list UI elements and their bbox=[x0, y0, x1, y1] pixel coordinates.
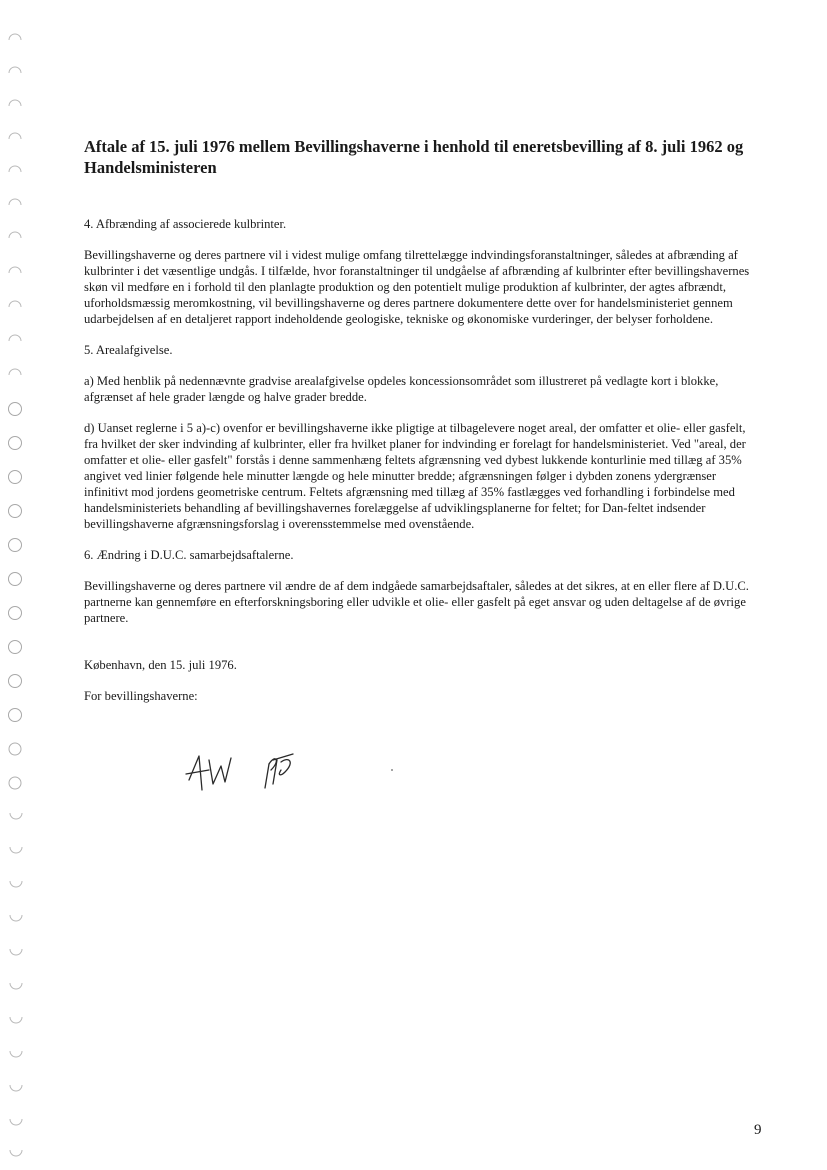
document-body bbox=[84, 136, 756, 719]
signatory-label: For bevillingshaverne: bbox=[84, 689, 198, 703]
section-5-heading: 5. Arealafgivelse. bbox=[84, 343, 173, 357]
section-6-paragraph: Bevillingshaverne og deres partnere vil ændre de af dem indgåede samarbejdsaftaler, således at det sikres, at en eller flere af D.U.C. partnerne kan gennemføre en efterforskningsboring eller udvikle et olie- eller gasfelt på eget ansvar og uden deltagelse af de øvrige partnere. bbox=[84, 579, 749, 625]
page-number: 9 bbox=[754, 1122, 762, 1138]
handwritten-signature bbox=[185, 750, 315, 800]
section-5a-paragraph: a) Med henblik på nedennævnte gradvise arealafgivelse opdeles koncessionsområdet som illustreret på vedlagte kort i blokke, afgrænset af hele grader længde og halve grader bredde. bbox=[84, 374, 719, 404]
ink-speck bbox=[391, 769, 393, 771]
binder-holes bbox=[5, 28, 25, 1158]
section-4-paragraph: Bevillingshaverne og deres partnere vil i videst mulige omfang tilrettelægge indvindingsforanstaltninger, således at afbrænding af kulbrinter i det væsentlige undgås. I tilfælde, hvor foranstaltninger til undgåelse af afbrænding af kulbrinter efter bevillingshavernes skøn vil medføre en i forhold til den planlagte produktion og den potentielt mulige produktion af kulbrinter, der agtes afbrændt, uforholdsmæssig meromkostning, vil bevillingshaverne og deres partnere dokumentere dette over for handelsministeriet gennem udarbejdelsen af en detaljeret rapport indeholdende geologiske, tekniske og økonomiske vurderinger, der belyser forholdene. bbox=[84, 248, 750, 326]
section-6-heading: 6. Ændring i D.U.C. samarbejdsaftalerne. bbox=[84, 548, 294, 562]
section-4-heading: 4. Afbrænding af associerede kulbrinter. bbox=[84, 217, 287, 231]
section-5d-paragraph: d) Uanset reglerne i 5 a)-c) ovenfor er bevillingshaverne ikke pligtige at tilbagelevere noget areal, der omfatter et olie- eller gasfelt, fra hvilket der sker indvinding af kulbrinter, eller fra hvilket planer for indvinding er forelagt for handelsministeriet. Ved "areal, der omfatter et olie- eller gasfelt" forstås i denne sammenhæng feltets afgrænsning ved dybest lukkende konturlinie med tillæg af 35% angivet ved linier følgende hele minutter længde og hele minutter bredde; afgrænsningen følger i dybden zonens ydergrænser infinitivt mod jordens geometriske centrum. Feltets afgrænsning med tillæg af 35% fastlægges ved forhandling i forbindelse med handelsministeriets behandling af bevillingshavernes forelæggelse af udviklingsplanerne for feltet; for Dan-feltet indsender bevillingshaverne afgrænsningsforslag i overensstemmelse med ovenstående. bbox=[84, 421, 746, 531]
document-title: Aftale af 15. juli 1976 mellem Bevillingshaverne i henhold til eneretsbevilling af 8. juli 1962 og Handelsministeren bbox=[84, 137, 744, 177]
place-date: København, den 15. juli 1976. bbox=[84, 658, 237, 672]
binder-holes-graphic bbox=[5, 28, 25, 1158]
